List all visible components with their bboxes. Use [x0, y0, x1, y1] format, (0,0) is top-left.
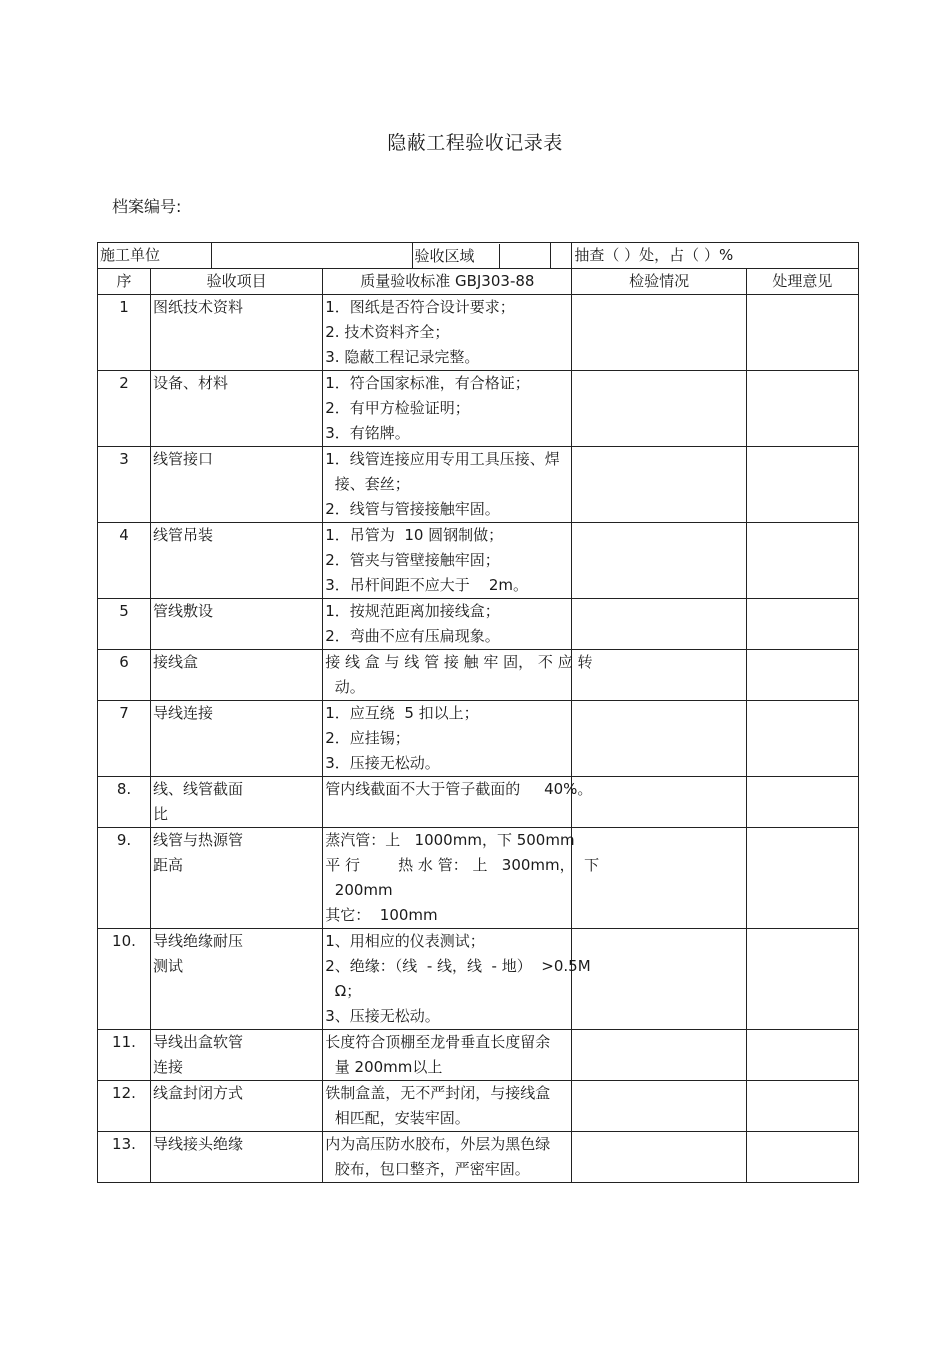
row-standard-line: 接、套丝；	[325, 475, 410, 493]
row-index: 11.	[98, 1030, 151, 1081]
row-standard-line: 相匹配，安装牢固。	[325, 1109, 470, 1127]
row-check-cell[interactable]	[572, 599, 746, 650]
row-check-cell[interactable]	[572, 828, 746, 929]
row-item-line: 图纸技术资料	[152, 298, 243, 316]
unit-value	[212, 243, 412, 269]
row-check-cell[interactable]	[572, 777, 746, 828]
row-opinion-cell[interactable]	[746, 523, 858, 599]
row-item-line: 线盒封闭方式	[152, 1084, 243, 1102]
row-check-cell[interactable]	[572, 523, 746, 599]
row-item-line: 导线出盒软管	[152, 1033, 243, 1051]
row-item	[150, 701, 322, 777]
row-item	[150, 650, 322, 701]
row-index: 13.	[98, 1132, 151, 1183]
sampling-text: 抽查（ ）处，占（ ）%	[572, 243, 859, 269]
row-item	[150, 599, 322, 650]
table-row	[98, 1132, 859, 1183]
table-row	[98, 523, 859, 599]
row-item-line: 比	[152, 805, 168, 823]
inspection-table	[97, 242, 859, 1183]
row-index: 7	[98, 701, 151, 777]
table-row	[98, 650, 859, 701]
table-row	[98, 371, 859, 447]
area-value	[500, 244, 550, 268]
row-check-cell[interactable]	[572, 1132, 746, 1183]
row-standard-line: 3、压接无松动。	[325, 1007, 440, 1025]
row-check-cell[interactable]	[572, 701, 746, 777]
area-label: 验收区域	[413, 244, 500, 268]
row-item	[150, 447, 322, 523]
table-row	[98, 1081, 859, 1132]
table-row	[98, 1030, 859, 1081]
row-opinion-cell[interactable]	[746, 828, 858, 929]
row-item	[150, 777, 322, 828]
row-item	[150, 371, 322, 447]
row-standard-line: 管内线截面不大于管子截面的 40%。	[325, 780, 593, 798]
row-standard-line: 2．应挂锡；	[325, 729, 410, 747]
row-item	[150, 1132, 322, 1183]
row-item	[150, 1030, 322, 1081]
row-item	[150, 295, 322, 371]
row-standard	[323, 1030, 572, 1081]
header-standard: 质量验收标准 GBJ303-88	[323, 269, 572, 295]
row-standard-line: 3．压接无松动。	[325, 754, 440, 772]
row-standard-line: 3．吊杆间距不应大于 2m。	[325, 576, 529, 594]
row-standard	[323, 371, 572, 447]
row-item-line: 导线连接	[152, 704, 213, 722]
table-row	[98, 828, 859, 929]
row-standard	[323, 1081, 572, 1132]
row-standard-line: 1．符合国家标准，有合格证；	[325, 374, 530, 392]
table-row	[98, 777, 859, 828]
row-standard-line: 1．线管连接应用专用工具压接、焊	[325, 450, 560, 468]
row-opinion-cell[interactable]	[746, 777, 858, 828]
row-item-line: 设备、材料	[152, 374, 228, 392]
row-item-line: 导线绝缘耐压	[152, 932, 243, 950]
row-standard-line: 长度符合顶棚至龙骨垂直长度留余	[325, 1033, 551, 1051]
row-index: 12.	[98, 1081, 151, 1132]
header-row	[98, 269, 859, 295]
row-standard-line: 200mm	[325, 881, 393, 899]
row-opinion-cell[interactable]	[746, 929, 858, 1030]
row-item	[150, 523, 322, 599]
row-check-cell[interactable]	[572, 371, 746, 447]
row-item-line: 导线接头绝缘	[152, 1135, 243, 1153]
row-standard-line: 其它： 100mm	[325, 906, 438, 924]
row-standard	[323, 447, 572, 523]
row-index: 6	[98, 650, 151, 701]
row-standard	[323, 929, 591, 1030]
row-standard	[323, 828, 600, 929]
row-standard	[323, 1132, 572, 1183]
row-check-cell[interactable]	[572, 650, 746, 701]
row-standard	[323, 295, 572, 371]
row-item-line: 线管与热源管	[152, 831, 243, 849]
row-opinion-cell[interactable]	[746, 650, 858, 701]
row-opinion-cell[interactable]	[746, 447, 858, 523]
row-standard-line: 动。	[325, 678, 365, 696]
row-opinion-cell[interactable]	[746, 1081, 858, 1132]
row-opinion-cell[interactable]	[746, 701, 858, 777]
row-standard	[323, 701, 572, 777]
row-opinion-cell[interactable]	[746, 371, 858, 447]
row-standard-line: 3. 隐蔽工程记录完整。	[325, 348, 480, 366]
table-body	[98, 243, 859, 1183]
row-standard-line: 1、用相应的仪表测试；	[325, 932, 485, 950]
row-item	[150, 929, 322, 1030]
header-opinion: 处理意见	[746, 269, 858, 295]
row-standard-line: 1．吊管为 10 圆钢制做；	[325, 526, 504, 544]
row-item	[150, 1081, 322, 1132]
row-index: 9.	[98, 828, 151, 929]
row-index: 3	[98, 447, 151, 523]
row-standard-line: 3．有铭牌。	[325, 424, 410, 442]
row-item-line: 线管接口	[152, 450, 213, 468]
row-item-line: 线、线管截面	[152, 780, 243, 798]
row-standard-line: 蒸汽管：上 1000mm，下 500mm	[325, 831, 575, 849]
area-cell	[412, 243, 550, 269]
row-opinion-cell[interactable]	[746, 599, 858, 650]
row-index: 4	[98, 523, 151, 599]
row-index: 5	[98, 599, 151, 650]
row-standard-line: 2．弯曲不应有压扁现象。	[325, 627, 500, 645]
row-standard	[323, 523, 572, 599]
table-row	[98, 295, 859, 371]
row-standard-line: 1．图纸是否符合设计要求；	[325, 298, 515, 316]
row-item-line: 距高	[152, 856, 183, 874]
row-check-cell[interactable]	[572, 929, 746, 1030]
info-row	[98, 243, 859, 269]
row-index: 2	[98, 371, 151, 447]
row-standard	[323, 650, 593, 701]
row-opinion-cell[interactable]	[746, 295, 858, 371]
header-index: 序	[98, 269, 151, 295]
row-item	[150, 828, 322, 929]
row-standard-line: 2．管夹与管壁接触牢固；	[325, 551, 500, 569]
row-index: 1	[98, 295, 151, 371]
row-standard-line: 2．线管与管接接触牢固。	[325, 500, 500, 518]
row-standard-line: 量 200mm以上	[325, 1058, 443, 1076]
row-standard-line: Ω；	[325, 982, 362, 1000]
header-item: 验收项目	[150, 269, 322, 295]
row-index: 8.	[98, 777, 151, 828]
row-standard-line: 铁制盒盖，无不严封闭，与接线盒	[325, 1084, 551, 1102]
row-item-line: 线管吊装	[152, 526, 213, 544]
archive-number-label: 档案编号:	[112, 197, 182, 216]
document-title: 隐蔽工程验收记录表	[387, 132, 563, 154]
row-check-cell[interactable]	[572, 295, 746, 371]
table-row	[98, 599, 859, 650]
row-check-cell[interactable]	[572, 1030, 746, 1081]
row-opinion-cell[interactable]	[746, 1030, 858, 1081]
row-item-line: 测试	[152, 957, 183, 975]
row-check-cell[interactable]	[572, 447, 746, 523]
row-standard-line: 2．有甲方检验证明；	[325, 399, 470, 417]
row-standard-line: 平 行 热 水 管： 上 300mm， 下	[325, 856, 600, 874]
row-standard-line: 1．应互绕 5 扣以上；	[325, 704, 479, 722]
row-item-line: 管线敷设	[152, 602, 213, 620]
table-row	[98, 447, 859, 523]
unit-label: 施工单位	[98, 243, 212, 269]
area-value-ext	[550, 243, 572, 269]
row-standard-line: 胶布，包口整齐，严密牢固。	[325, 1160, 530, 1178]
row-standard-line: 内为高压防水胶布，外层为黑色绿	[325, 1135, 551, 1153]
row-item-line: 连接	[152, 1058, 183, 1076]
table-row	[98, 929, 859, 1030]
row-standard-line: 2、绝缘：（线 - 线，线 - 地） >0.5M	[325, 957, 591, 975]
row-standard-line: 接 线 盒 与 线 管 接 触 牢 固， 不 应 转	[325, 653, 593, 671]
header-check: 检验情况	[572, 269, 746, 295]
row-standard	[323, 777, 593, 828]
row-standard	[323, 599, 572, 650]
row-standard-line: 1．按规范距离加接线盒；	[325, 602, 500, 620]
row-opinion-cell[interactable]	[746, 1132, 858, 1183]
table-row	[98, 701, 859, 777]
row-item-line: 接线盒	[152, 653, 198, 671]
row-check-cell[interactable]	[572, 1081, 746, 1132]
row-standard-line: 2. 技术资料齐全；	[325, 323, 450, 341]
row-index: 10.	[98, 929, 151, 1030]
